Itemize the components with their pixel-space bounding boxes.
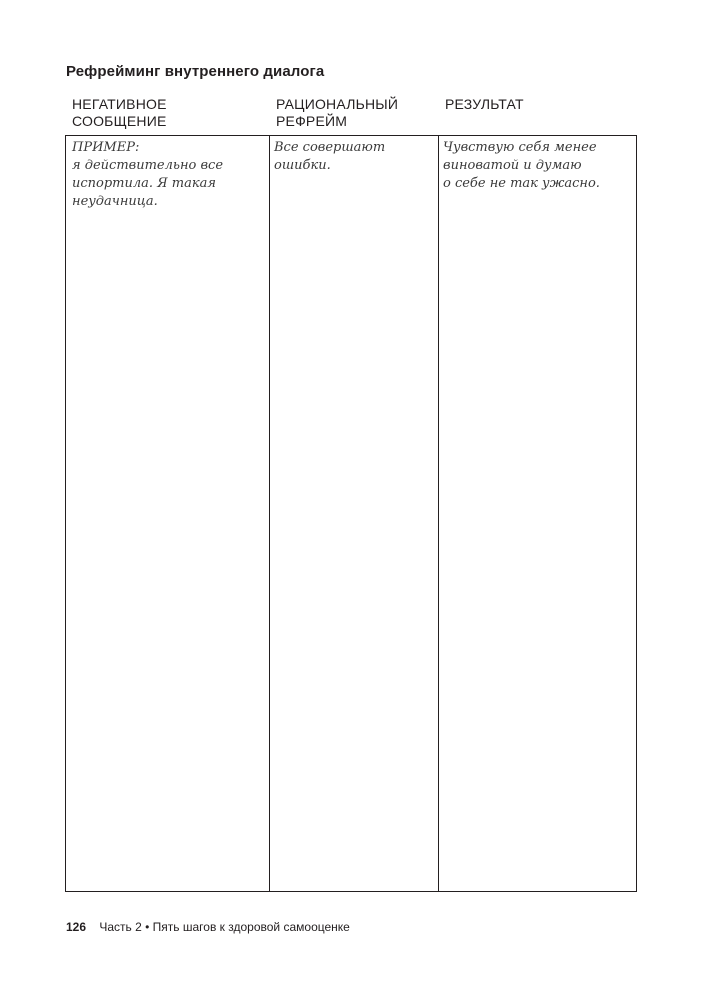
example-reframe-line: ошибки. bbox=[274, 158, 331, 173]
column-header-rational-reframe: РАЦИОНАЛЬНЫЙ РЕФРЕЙМ bbox=[276, 96, 399, 129]
example-result-line: виноватой и думаю bbox=[443, 158, 582, 173]
page-title: Рефрейминг внутреннего диалога bbox=[66, 63, 325, 80]
column-header-result: РЕЗУЛЬТАТ bbox=[445, 96, 524, 112]
example-reframe-cell bbox=[274, 139, 434, 175]
column-divider bbox=[269, 136, 270, 891]
page-number: 126 bbox=[66, 920, 87, 934]
example-negative-line: испортила. Я такая bbox=[72, 176, 216, 191]
example-reframe-line: Все совершают bbox=[274, 140, 386, 155]
column-divider bbox=[438, 136, 439, 891]
example-negative-message-cell bbox=[72, 139, 262, 211]
example-negative-line: неудачница. bbox=[72, 194, 158, 209]
worksheet-table bbox=[65, 135, 637, 892]
running-section-title: Часть 2 • Пять шагов к здоровой самооценке bbox=[99, 920, 350, 934]
example-result-cell bbox=[443, 139, 633, 193]
page-footer bbox=[66, 920, 350, 934]
example-result-line: Чувствую себя менее bbox=[443, 140, 597, 155]
column-header-negative-message: НЕГАТИВНОЕ СООБЩЕНИЕ bbox=[72, 96, 167, 129]
example-negative-line: я действительно все bbox=[72, 158, 224, 173]
example-result-line: о себе не так ужасно. bbox=[443, 176, 600, 191]
example-label: ПРИМЕР: bbox=[72, 140, 140, 155]
